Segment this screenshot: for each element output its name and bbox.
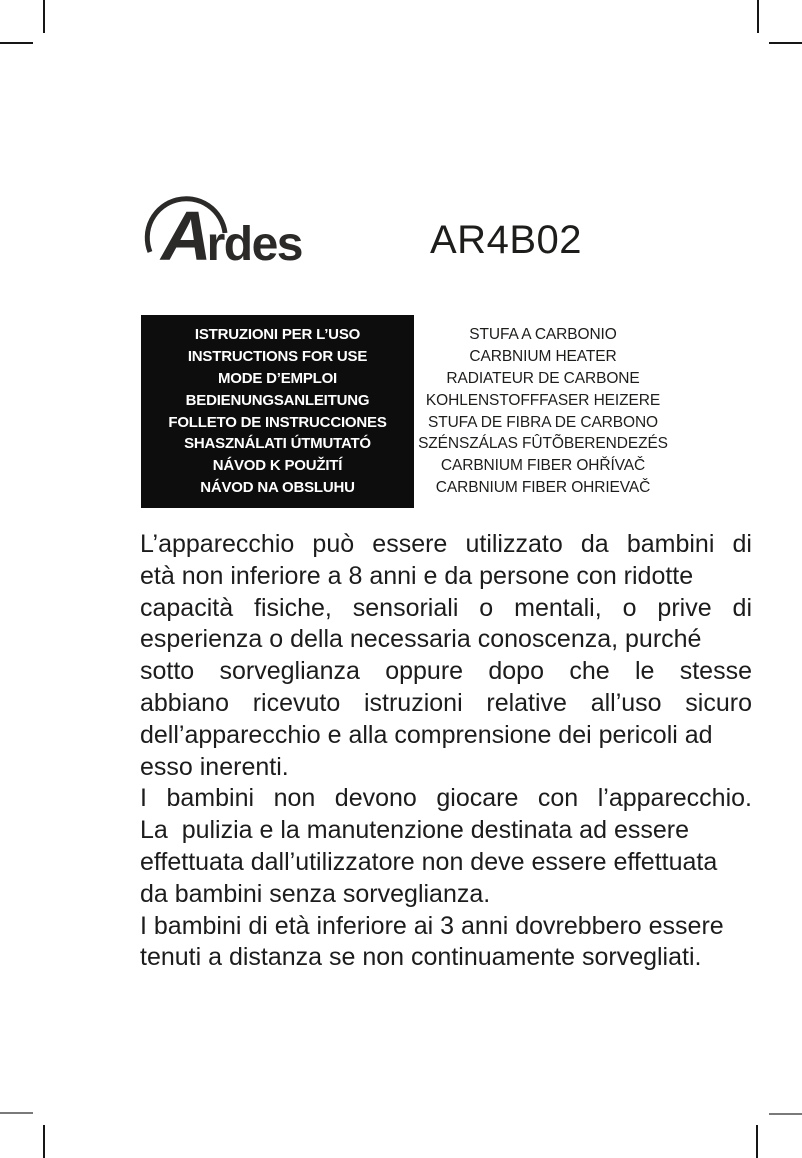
product-title-spanish: STUFA DE FIBRA DE CARBONO [427,413,659,431]
body-line: dell’apparecchio e alla comprensione dei pericoli ad [140,720,713,749]
body-line: abbiano ricevuto istruzioni relative all’uso sicuro [140,688,752,717]
logo-wordmark [161,196,302,276]
instructions-language-box [141,315,414,508]
crop-mark-top-right-vertical [757,0,759,33]
product-title-czech: CARBNIUM FIBER OHŘÍVAČ [440,457,646,475]
body-line: I bambini di età inferiore ai 3 anni dovrebbero essere [140,911,724,940]
body-line: tenuti a distanza se non continuamente sorvegliati. [140,943,702,972]
product-title-list [400,315,686,508]
body-line: da bambini senza sorveglianza. [140,879,491,908]
instructions-line-spanish: FOLLETO DE INSTRUCCIONES [168,413,387,431]
body-line: I bambini non devono giocare con l’apparecchio. [140,784,752,813]
logo-letter-a: A [161,197,209,275]
body-line: La pulizia e la manutenzione destinata ad essere [140,816,689,845]
body-line: L’apparecchio può essere utilizzato da bambini di [140,530,752,558]
model-number: AR4B02 [430,218,582,262]
body-line: età non inferiore a 8 anni e da persone con ridotte [140,561,694,590]
ardes-logo [143,188,343,288]
crop-mark-bottom-left-horizontal [0,1112,33,1114]
instructions-line-italian: ISTRUZIONI PER L’USO [194,326,361,344]
logo-letters-rdes: rdes [206,218,302,271]
crop-mark-top-left-vertical [43,0,45,33]
instructions-line-hungarian: SHASZNÁLATI ÚTMUTATÓ [184,435,371,453]
product-title-slovak: CARBNIUM FIBER OHRIEVAČ [435,478,651,496]
crop-mark-bottom-left-vertical [43,1125,45,1158]
instructions-line-french: MODE D’EMPLOI [217,369,338,387]
instructions-line-czech: NÁVOD K POUŽITÍ [212,457,343,475]
crop-mark-top-right-horizontal [769,42,802,44]
product-title-hungarian: SZÉNSZÁLAS FÛTÕBERENDEZÉS [418,435,668,453]
crop-mark-bottom-right-horizontal [769,1113,802,1115]
body-line: capacità fisiche, sensoriali o mentali, o prive di [140,593,752,622]
instructions-line-english: INSTRUCTIONS FOR USE [187,348,368,366]
body-line: sotto sorveglianza oppure dopo che le stesse [140,657,752,686]
crop-mark-bottom-right-vertical [756,1125,758,1158]
safety-warning-text [140,529,752,974]
crop-mark-top-left-horizontal [0,42,33,44]
product-title-english: CARBNIUM HEATER [469,348,617,366]
body-line: effettuata dall’utilizzatore non deve essere effettuata [140,847,718,876]
instructions-line-german: BEDIENUNGSANLEITUNG [185,391,370,409]
instructions-line-slovak: NÁVOD NA OBSLUHU [200,478,355,496]
body-line: esso inerenti. [140,752,289,781]
body-line: esperienza o della necessaria conoscenza, purché [140,625,702,654]
product-title-french: RADIATEUR DE CARBONE [446,369,640,387]
product-title-german: KOHLENSTOFFFASER HEIZERE [425,391,661,409]
product-title-italian: STUFA A CARBONIO [469,326,617,344]
